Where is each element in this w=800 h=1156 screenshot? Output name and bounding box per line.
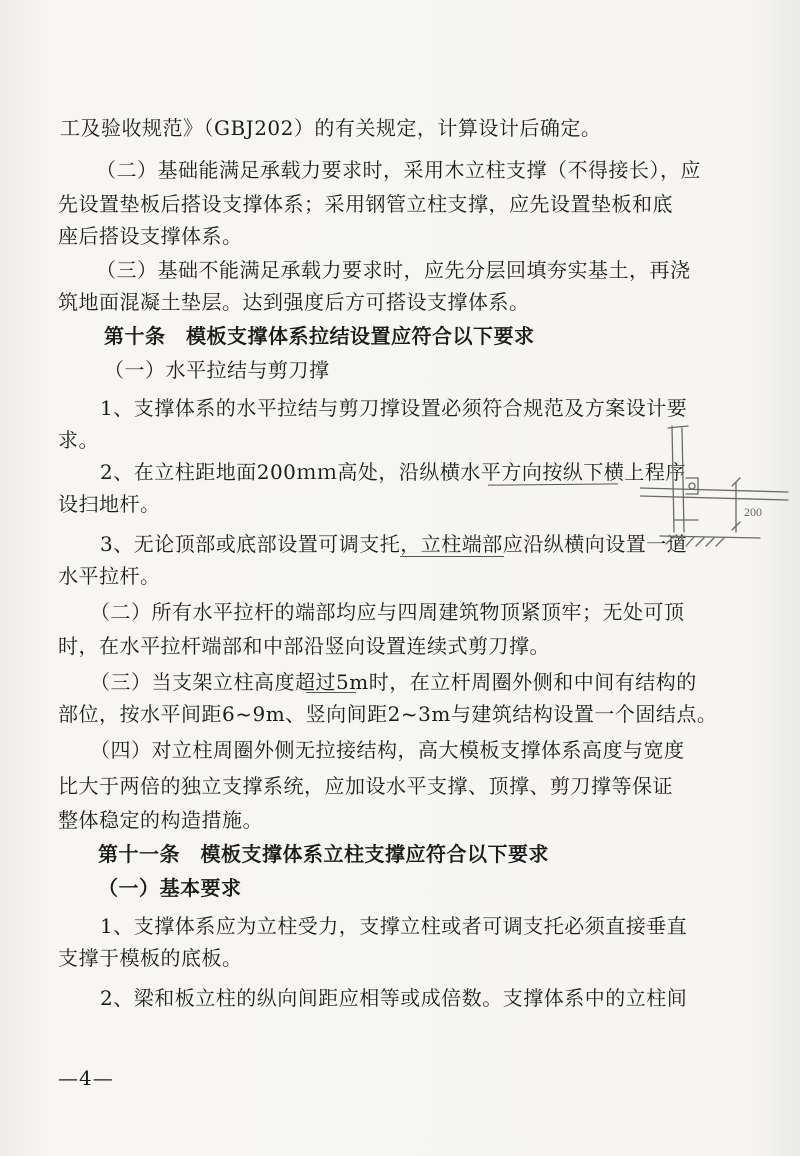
text-line-24: 1、支撑体系应为立柱受力，支撑立柱或者可调支托必须直接垂直 [100,914,688,938]
text-line-5: （三）基础不能满足承载力要求时，应先分层回填夯实基土，再浇 [96,258,691,282]
text-line-23: （一）基本要求 [98,876,242,900]
pencil-underline-1 [488,483,618,485]
text-line-26: 2、梁和板立柱的纵向间距应相等或成倍数。支撑体系中的立柱间 [100,986,688,1010]
text-line-16: 时，在水平拉杆端部和中部沿竖向设置连续式剪刀撑。 [58,634,550,658]
text-line-1: 工及验收规范》（GBJ202）的有关规定，计算设计后确定。 [60,116,602,140]
text-line-25: 支撑于模板的底板。 [58,946,243,970]
text-line-14: 水平拉杆。 [58,564,161,588]
text-line-17: （三）当支架立柱高度超过5m时，在立杆周圈外侧和中间有结构的 [90,670,697,694]
article-11-heading: 第十一条 模板支撑体系立柱支撑应符合以下要求 [98,842,549,866]
text-line-11: 2、在立柱距地面200ｍｍ高处，沿纵横水平方向按纵下横上程序 [100,460,686,484]
text-line-21: 整体稳定的构造措施。 [58,808,263,832]
text-line-13: 3、无论顶部或底部设置可调支托，立柱端部应沿纵横向设置一道 [100,532,688,556]
text-line-10: 求。 [58,428,99,452]
text-line-9: 1、支撑体系的水平拉结与剪刀撑设置必须符合规范及方案设计要 [100,396,688,420]
text-line-2: （二）基础能满足承载力要求时，采用木立柱支撑（不得接长），应 [96,158,701,182]
text-line-20: 比大于两倍的独立支撑系统，应加设水平支撑、顶撑、剪刀撑等保证 [58,774,673,798]
text-line-15: （二）所有水平拉杆的端部均应与四周建筑物顶紧顶牢；无处可顶 [90,600,685,624]
page-number: —4— [58,1066,114,1090]
text-line-3: 先设置垫板后搭设支撑体系；采用钢管立柱支撑，应先设置垫板和底 [58,192,673,216]
text-line-6: 筑地面混凝土垫层。达到强度后方可搭设支撑体系。 [58,290,530,314]
article-10-heading: 第十条 模板支撑体系拉结设置应符合以下要求 [104,324,535,348]
text-line-19: （四）对立柱周圈外侧无拉接结构，高大模板支撑体系高度与宽度 [90,738,685,762]
text-line-8: （一）水平拉结与剪刀撑 [104,358,330,382]
text-line-18: 部位，按水平间距6~9m、竖向间距2~3m与建筑结构设置一个固结点。 [58,702,718,726]
text-line-12: 设扫地杆。 [58,492,161,516]
sketch-dimension-label: 200 [744,505,762,519]
text-line-4: 座后搭设支撑体系。 [58,224,243,248]
pencil-underline-2 [400,556,504,557]
pencil-underline-3 [306,692,356,693]
pencil-sketch [640,420,790,560]
